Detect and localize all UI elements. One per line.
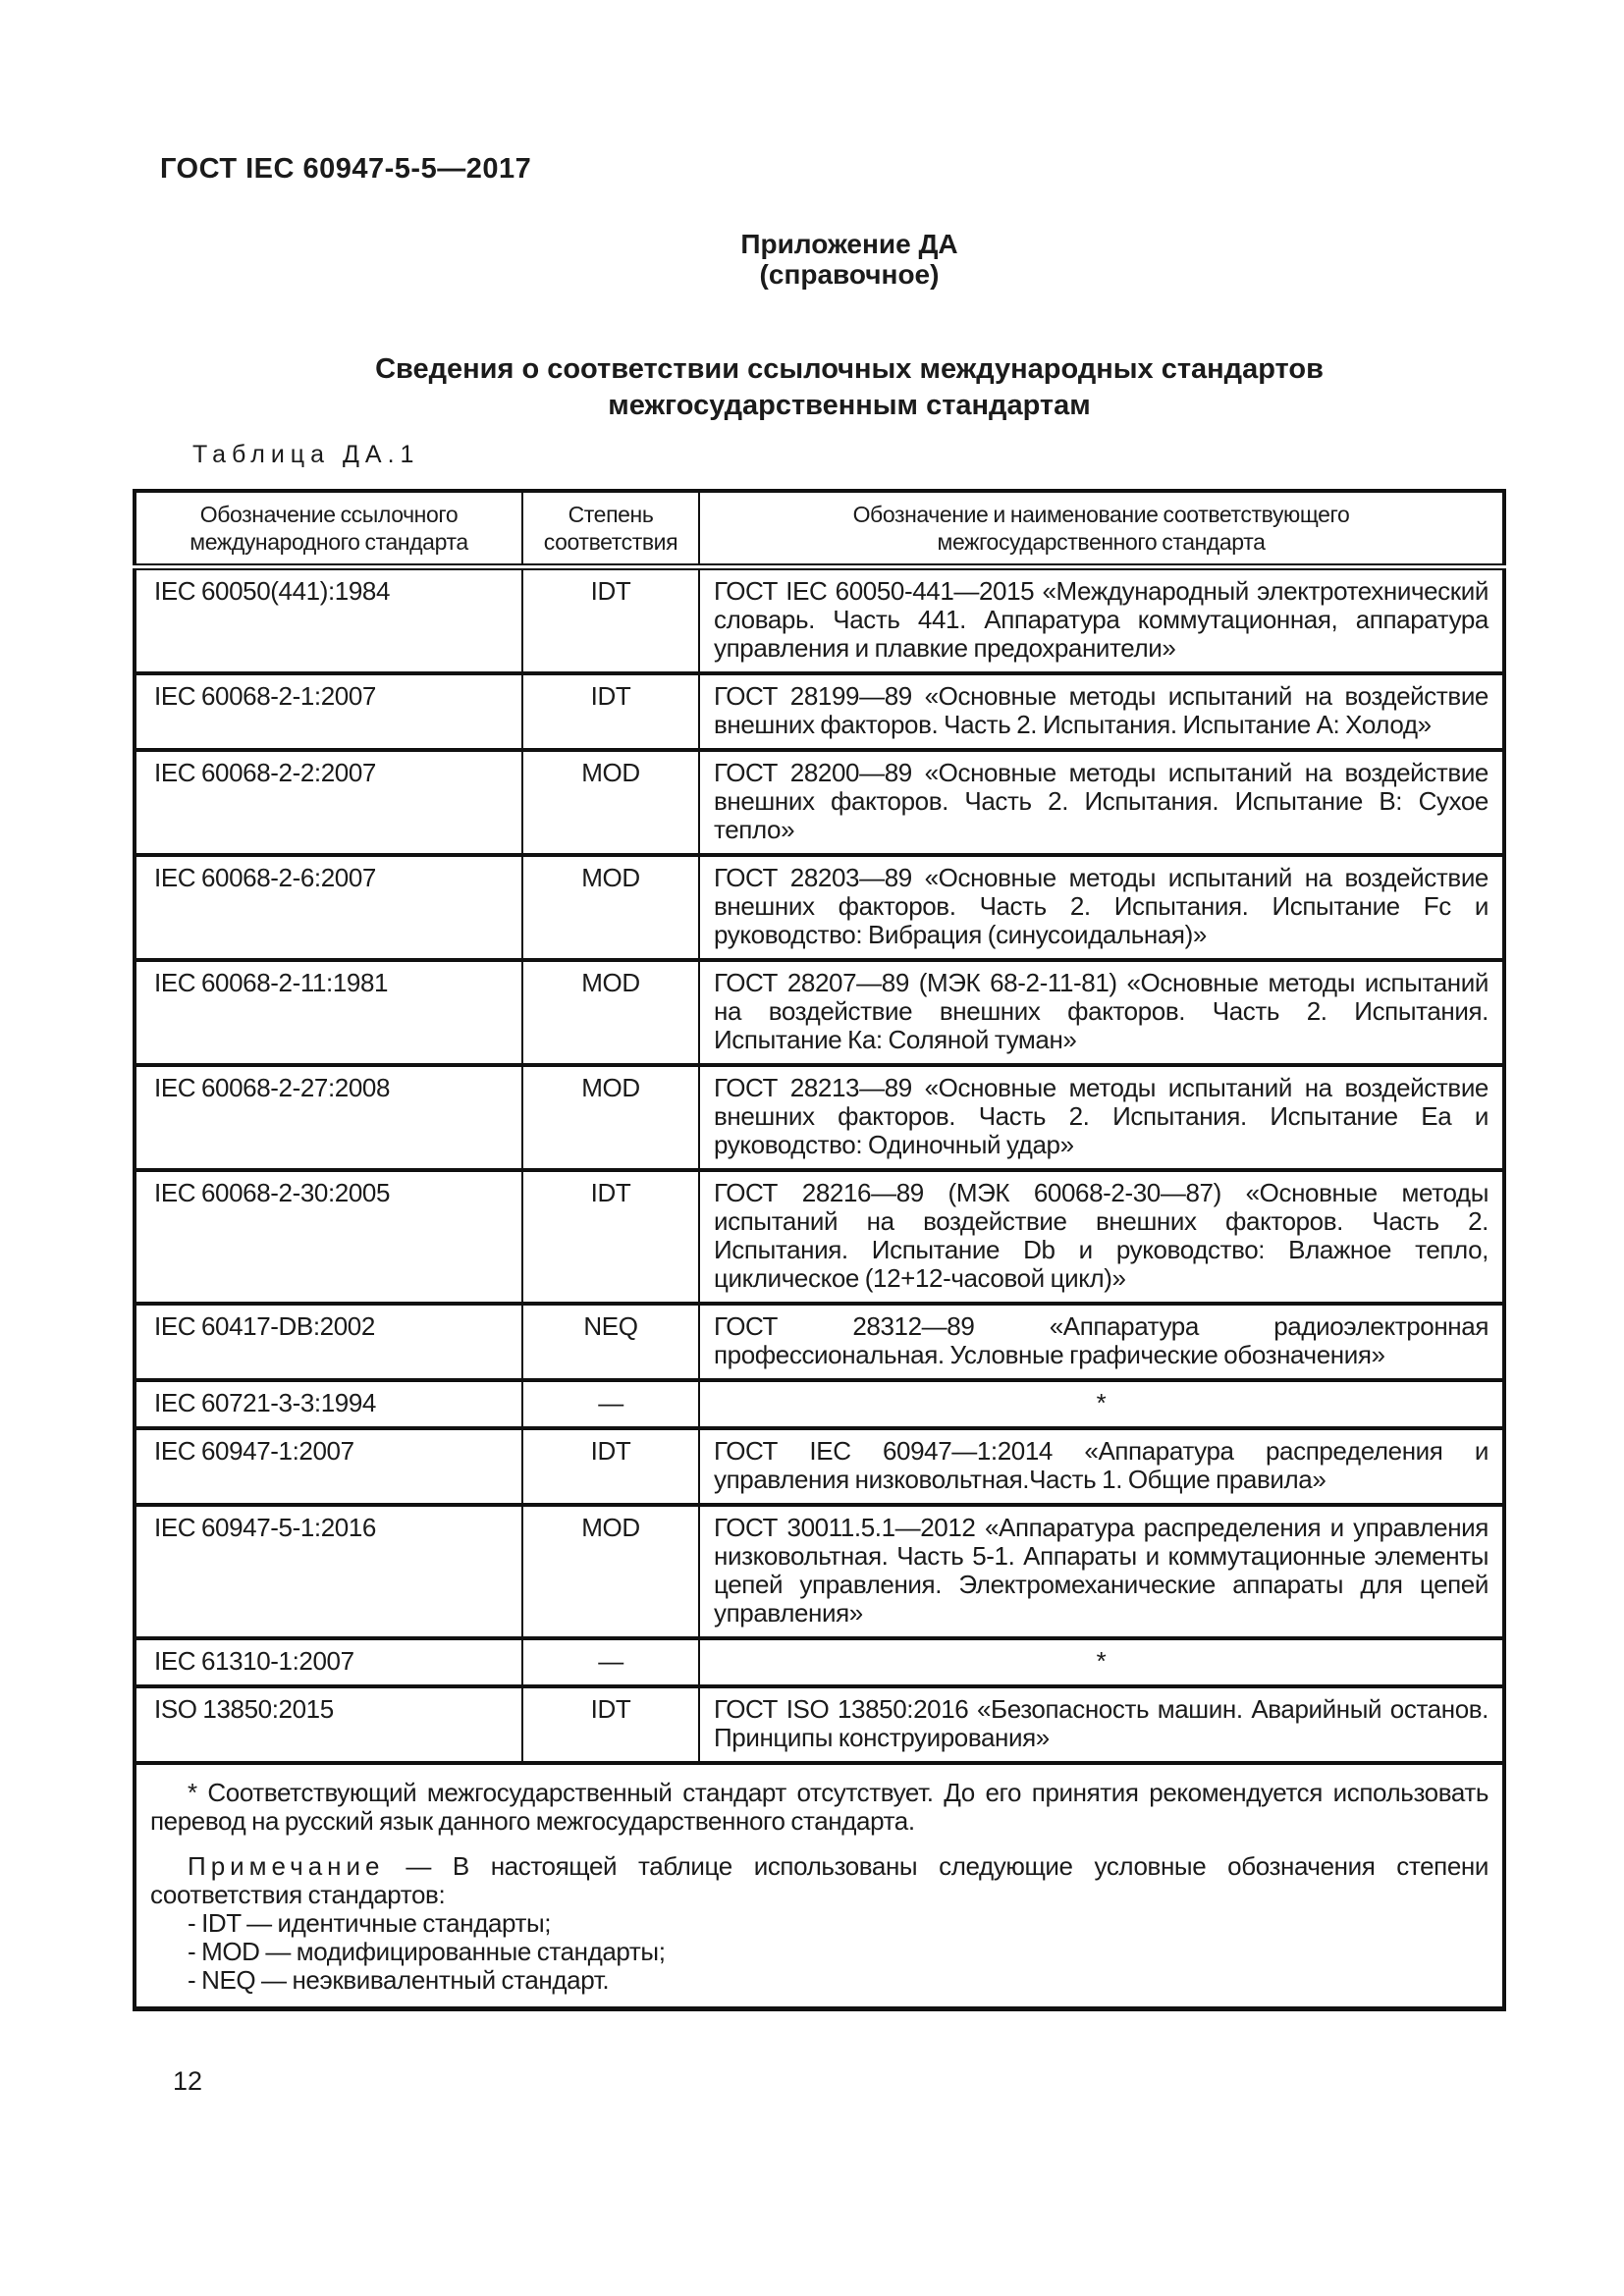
table-row <box>135 960 1504 1065</box>
reference-cell: IEC 60721-3-3:1994 <box>135 1380 522 1428</box>
correspondence-cell: ГОСТ 28203—89 «Основные методы испытаний на воздействие внешних факторов. Часть 2. Испытания. Испытание Fc и руководство: Вибрация (синусоидальная)» <box>699 855 1504 960</box>
table-row <box>135 673 1504 750</box>
column-header-reference: Обозначение ссылочного международного стандарта <box>135 491 522 567</box>
degree-cell: MOD <box>522 1065 699 1170</box>
correspondence-cell: ГОСТ IEC 60050-441—2015 «Международный электротехнический словарь. Часть 441. Аппаратура коммутационная, аппаратура управления и плавкие предохранители» <box>699 567 1504 674</box>
column-header-correspondence: Обозначение и наименование соответствующего межгосударственного стандарта <box>699 491 1504 567</box>
appendix-subtitle: (справочное) <box>759 259 940 290</box>
degree-cell: NEQ <box>522 1304 699 1380</box>
note-item-idt: - IDT — идентичные стандарты; <box>188 1908 552 1938</box>
note-text: — В настоящей таблице использованы следующие условные обозначения степени соответствия стандартов: <box>150 1851 1489 1909</box>
reference-cell: IEC 60050(441):1984 <box>135 567 522 674</box>
degree-cell: IDT <box>522 567 699 674</box>
note-item-mod: - MOD — модифицированные стандарты; <box>188 1937 666 1966</box>
reference-cell: IEC 60068-2-27:2008 <box>135 1065 522 1170</box>
reference-cell: ISO 13850:2015 <box>135 1686 522 1763</box>
table-header-row <box>135 491 1504 567</box>
standards-correspondence-table <box>133 489 1506 2011</box>
degree-cell: MOD <box>522 1505 699 1638</box>
correspondence-cell: ГОСТ 28213—89 «Основные методы испытаний на воздействие внешних факторов. Часть 2. Испытания. Испытание Ea и руководство: Одиночный удар» <box>699 1065 1504 1170</box>
table-row <box>135 750 1504 855</box>
degree-cell: MOD <box>522 855 699 960</box>
reference-cell: IEC 60417-DB:2002 <box>135 1304 522 1380</box>
degree-cell: IDT <box>522 1686 699 1763</box>
table-row <box>135 855 1504 960</box>
table-row <box>135 1428 1504 1505</box>
table-row <box>135 567 1504 674</box>
correspondence-cell: ГОСТ 28207—89 (МЭК 68-2-11-81) «Основные методы испытаний на воздействие внешних факторов. Часть 2. Испытания. Испытание Ка: Соляной туман» <box>699 960 1504 1065</box>
degree-cell: IDT <box>522 673 699 750</box>
page-number: 12 <box>173 2066 203 2096</box>
correspondence-cell: * <box>699 1380 1504 1428</box>
reference-cell: IEC 60068-2-2:2007 <box>135 750 522 855</box>
table-row <box>135 1380 1504 1428</box>
correspondence-cell: ГОСТ IEC 60947—1:2014 «Аппаратура распределения и управления низковольтная.Часть 1. Общие правила» <box>699 1428 1504 1505</box>
degree-cell: MOD <box>522 750 699 855</box>
table-footer-row <box>135 1763 1504 2009</box>
reference-cell: IEC 60068-2-11:1981 <box>135 960 522 1065</box>
correspondence-cell: * <box>699 1638 1504 1686</box>
table-footnote-cell <box>135 1763 1504 2009</box>
reference-cell: IEC 60947-1:2007 <box>135 1428 522 1505</box>
reference-cell: IEC 60068-2-6:2007 <box>135 855 522 960</box>
reference-cell: IEC 60068-2-1:2007 <box>135 673 522 750</box>
appendix-heading <box>196 229 1502 290</box>
note-paragraph <box>150 1852 1489 1909</box>
table-row <box>135 1505 1504 1638</box>
degree-cell: IDT <box>522 1170 699 1304</box>
reference-cell: IEC 60068-2-30:2005 <box>135 1170 522 1304</box>
note-label: Примечание <box>188 1851 385 1881</box>
section-title: Сведения о соответствии ссылочных международных стандартов межгосударственным стандартам <box>375 353 1324 421</box>
reference-cell: IEC 61310-1:2007 <box>135 1638 522 1686</box>
footnote-text: * Соответствующий межгосударственный стандарт отсутствует. До его принятия рекомендуется использовать перевод на русский язык данного межгосударственного стандарта. <box>150 1778 1489 1836</box>
correspondence-cell: ГОСТ 28200—89 «Основные методы испытаний на воздействие внешних факторов. Часть 2. Испытания. Испытание B: Сухое тепло» <box>699 750 1504 855</box>
note-item-neq: - NEQ — неэквивалентный стандарт. <box>188 1965 610 1995</box>
table-row <box>135 1304 1504 1380</box>
correspondence-cell: ГОСТ 28216—89 (МЭК 60068-2-30—87) «Основные методы испытаний на воздействие внешних факторов. Часть 2. Испытания. Испытание Db и руководство: Влажное тепло, циклическое (12+12-часовой цикл)» <box>699 1170 1504 1304</box>
correspondence-cell: ГОСТ 30011.5.1—2012 «Аппаратура распределения и управления низковольтная. Часть 5-1. Аппараты и коммутационные элементы цепей управления. Электромеханические аппараты для цепей управления» <box>699 1505 1504 1638</box>
appendix-title: Приложение ДА <box>740 229 958 259</box>
table-label: Таблица ДА.1 <box>192 441 420 468</box>
table-row <box>135 1638 1504 1686</box>
table-row <box>135 1686 1504 1763</box>
degree-cell: MOD <box>522 960 699 1065</box>
table-row <box>135 1065 1504 1170</box>
degree-cell: IDT <box>522 1428 699 1505</box>
column-header-degree: Степень соответствия <box>522 491 699 567</box>
correspondence-cell: ГОСТ 28312—89 «Аппаратура радиоэлектронная профессиональная. Условные графические обозначения» <box>699 1304 1504 1380</box>
degree-cell: — <box>522 1638 699 1686</box>
table-row <box>135 1170 1504 1304</box>
doc-code: ГОСТ IEC 60947-5-5—2017 <box>160 153 532 185</box>
degree-cell: — <box>522 1380 699 1428</box>
correspondence-cell: ГОСТ ISO 13850:2016 «Безопасность машин. Аварийный останов. Принципы конструирования» <box>699 1686 1504 1763</box>
correspondence-cell: ГОСТ 28199—89 «Основные методы испытаний на воздействие внешних факторов. Часть 2. Испытания. Испытание А: Холод» <box>699 673 1504 750</box>
reference-cell: IEC 60947-5-1:2016 <box>135 1505 522 1638</box>
